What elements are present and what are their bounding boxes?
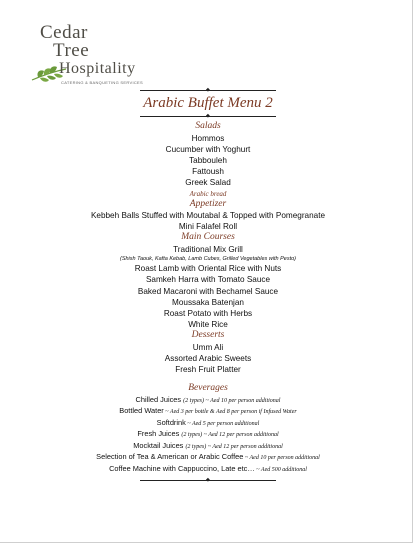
beverage-item [0,406,416,418]
beverage-extra: ~ Aed 10 per person additional [204,397,281,404]
menu-item: Fresh Fruit Platter [175,365,241,375]
beverage-item [0,418,416,430]
beverage-extra: ~ Aed 3 per bottle & Aed 8 per person if Infused Water [163,409,297,416]
logo-word-cedar: Cedar [40,22,88,43]
menu-item: Greek Salad [185,178,231,188]
beverage-item [0,441,416,453]
menu-content [0,87,416,484]
menu-item: Hommos [191,133,225,143]
company-logo [30,22,143,87]
menu-item: Mini Falafel Roll [178,222,238,232]
beverage-name: Mocktail Juices [133,440,186,450]
beverage-item [0,395,416,407]
menu-item: Samkeh Harra with Tomato Sauce [145,275,271,285]
menu-item: Roast Potato with Herbs [163,308,253,318]
menu-item: Assorted Arabic Sweets [164,354,252,364]
beverage-extra: ~ Aed 12 per person additional [202,432,279,439]
menu-item: Kebbeh Balls Stuffed with Moutabal & Topped with Pomegranate [90,211,326,221]
bread-note: Arabic bread [189,189,227,198]
beverage-name: Softdrink [156,417,186,427]
title-rule-top: ◆ [140,90,276,91]
logo-tagline: CATERING & BANQUETING SERVICES [61,80,143,85]
beverage-extra: ~ Aed 500 additional [254,466,307,473]
menu-item: Tabbouleh [189,155,227,165]
title-rule-bottom: ◆ [140,116,276,117]
menu-item: Baked Macaroni with Bechamel Sauce [137,286,279,296]
menu-item: White Rice [188,320,228,330]
section-heading-beverages: Beverages [188,383,228,394]
logo-word-tree: Tree [53,40,90,61]
beverage-extra: ~ Aed 10 per person additional [243,455,320,462]
menu-item: Traditional Mix Grill [173,244,243,254]
beverage-item [0,464,416,476]
beverage-item [0,429,416,441]
beverage-name: Chilled Juices [135,394,184,404]
section-heading-salads: Salads [195,121,221,131]
section-heading-main-courses: Main Courses [181,232,235,243]
beverage-name: Bottled Water [119,406,164,416]
menu-item: Fattoush [192,167,224,177]
beverage-item [0,452,416,464]
beverage-qty: (2 types) [185,443,207,450]
footer-rule: ◆ [140,480,276,481]
item-note: (Shish Taouk, Kafta Kebab, Lamb Cubes, Grilled Vegetables with Pesto) [120,256,296,263]
menu-item: Umm Ali [192,342,224,352]
section-heading-desserts: Desserts [191,330,225,341]
menu-item: Moussaka Batenjan [172,297,244,307]
logo-word-hospitality: Hospitality [59,60,136,77]
menu-item: Cucumber with Yoghurt [165,144,251,154]
menu-item: Roast Lamb with Oriental Rice with Nuts [134,264,282,274]
menu-title: Arabic Buffet Menu 2 [143,95,273,111]
section-heading-appetizer: Appetizer [189,198,227,209]
beverage-name: Fresh Juices [137,429,182,439]
beverage-name: Coffee Machine with Cappuccino, Late etc… [109,463,255,473]
beverage-extra: ~ Aed 5 per person additional [185,420,260,427]
beverage-qty: (2 types) [181,432,203,439]
beverage-extra: ~ Aed 12 per person additional [206,443,283,450]
beverage-qty: (2 types) [183,397,204,404]
beverage-name: Selection of Tea & American or Arabic Coffee [96,452,244,462]
